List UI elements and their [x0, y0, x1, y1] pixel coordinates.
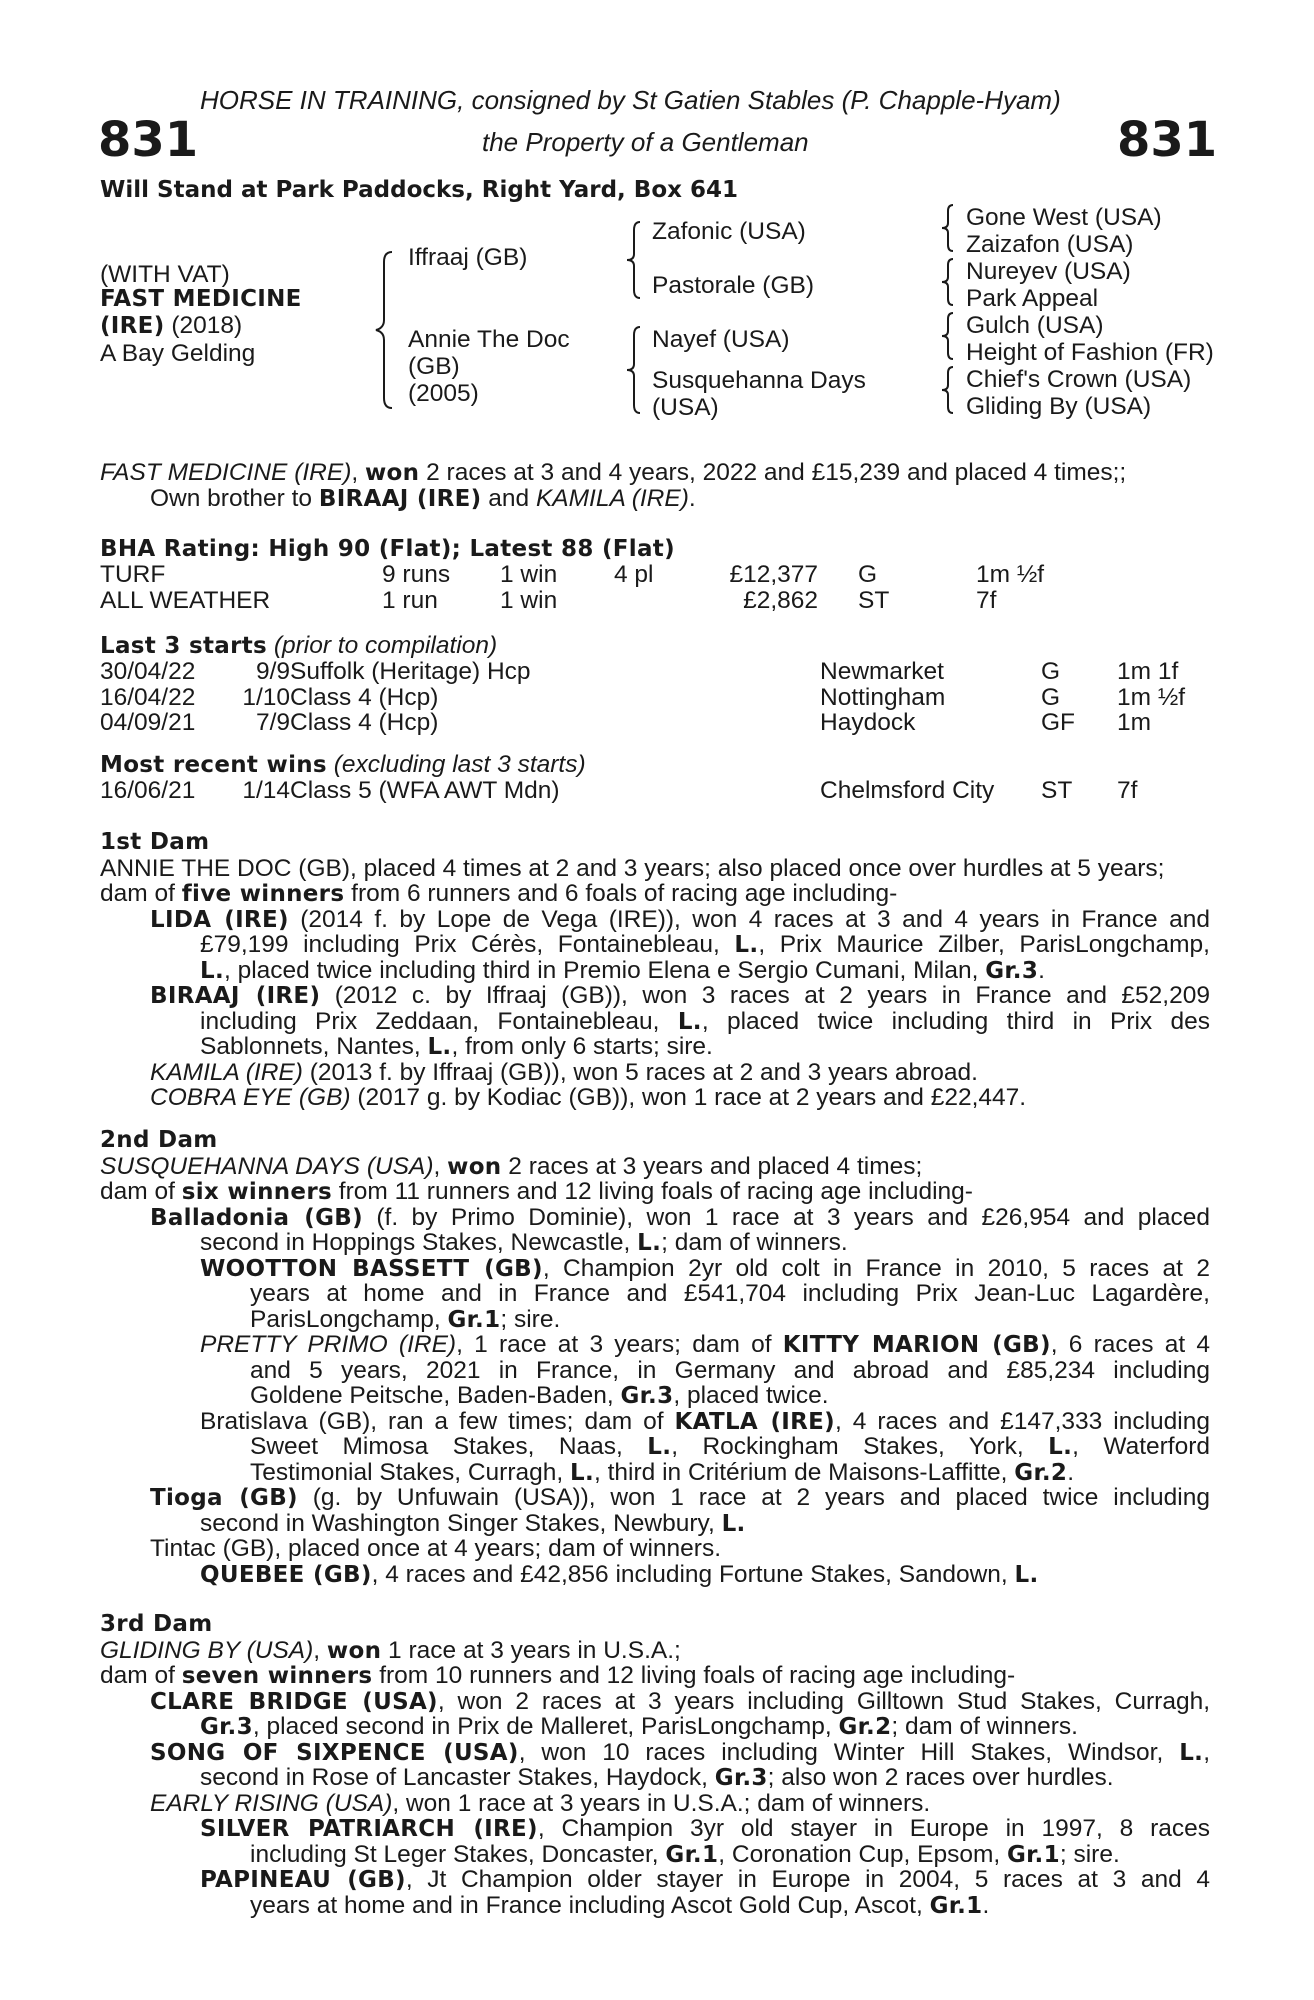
- pedigree-dam-line2: (GB): [408, 353, 460, 380]
- second-dam-line: SUSQUEHANNA DAYS (USA), won 2 races at 3 years and placed 4 times;: [100, 1152, 923, 1180]
- progeny-cobra-eye: COBRA EYE (GB) (2017 g. by Kodiac (GB)), won 1 race at 2 years and £22,447.: [150, 1084, 1027, 1111]
- progeny-tintac: Tintac (GB), placed once at 4 years; dam of winners.: [150, 1535, 722, 1562]
- last3-row: 30/04/22 9/9 Suffolk (Heritage) Hcp Newmarket G 1m 1f: [100, 658, 1179, 685]
- recent-wins-title: Most recent wins (excluding last 3 starts): [100, 751, 586, 778]
- bha-rating-title: BHA Rating: High 90 (Flat); Latest 88 (Flat): [100, 536, 675, 562]
- pedigree-dam-line1: Annie The Doc: [408, 326, 570, 353]
- summary-horse-name: FAST MEDICINE (IRE): [100, 459, 352, 486]
- pedigree-sss: Gone West (USA): [966, 204, 1162, 231]
- horse-year: (2018): [164, 312, 243, 339]
- pedigree-dds: Chief's Crown (USA): [966, 366, 1192, 393]
- pedigree-ssd: Zaizafon (USA): [966, 231, 1134, 258]
- progeny-silver-patriarch: SILVER PATRIARCH (IRE), Champion 3yr old stayer in Europe in 1997, 8 races: [200, 1816, 1210, 1842]
- pedigree-bracket-main: [370, 250, 400, 410]
- pedigree-dss: Gulch (USA): [966, 312, 1104, 339]
- pedigree-sire-dam: Pastorale (GB): [652, 272, 815, 299]
- progeny-wootton-bassett: WOOTTON BASSETT (GB), Champion 2yr old colt in France in 2010, 5 races at 2: [200, 1255, 1210, 1281]
- second-dam-section: 2nd Dam SUSQUEHANNA DAYS (USA), won 2 races at 3 years and placed 4 times; dam of six winners from 11 runners and 12 living foals of racing age including- Balladonia (GB) (f. by Primo Dominie), won 1 race at 3 years and £26,954 and placed second in Hoppings Stakes, Newcastle, L.; dam of winners. WOOTTON BASSETT (GB), Champion 2yr old colt in France in 2010, 5 races at 2 years at home and in France and £541,704 including Prix Jean-Luc Lagardère, ParisLongchamp, Gr.1; sire. PRETTY PRIMO (IRE), 1 race at 3 years; dam of KITTY MARION (GB), 6 races at 4 and 5 years, 2021 in France, in Germany and abroad and £85,234 including Goldene Peitsche, Baden-Baden, Gr.3, placed twice. Bratislava (GB), ran a few times; dam of KATLA (IRE), 4 races and £147,333 including Sweet Mimosa Stakes, Naas, L., Rockingham Stakes, York, L., Waterford Testimonial Stakes, Curragh, L., third in Critérium de Maisons-Laffitte, Gr.2. Tioga (GB) (g. by Unfuwain (USA)), won 1 race at 2 years and placed twice including second in Washington Singer Stakes, Newbury, L. Tintac (GB), placed once at 4 years; dam of winners. QUEBEE (GB), 4 races and £42,856 including Fortune Stakes, Sandown, L.: [100, 1127, 1210, 1588]
- progeny-clare-bridge: CLARE BRIDGE (USA), won 2 races at 3 years including Gilltown Stud Stakes, Curragh,: [150, 1688, 1210, 1714]
- pedigree-dam-line3: (2005): [408, 380, 479, 407]
- pedigree-dsd: Height of Fashion (FR): [966, 339, 1214, 366]
- summary-text: 2 races at 3 and 4 years, 2022 and £15,239 and placed 4 times;;: [419, 459, 1127, 486]
- lot-number-left: 831: [98, 112, 199, 168]
- vat-note: (WITH VAT): [100, 261, 230, 288]
- horse-origin-year: [100, 313, 242, 340]
- first-dam-title: 1st Dam: [100, 829, 210, 855]
- third-dam-line: GLIDING BY (USA), won 1 race at 3 years in U.S.A.;: [100, 1636, 681, 1664]
- third-dam-produce-line: dam of seven winners from 10 runners and 12 living foals of racing age including-: [100, 1662, 1016, 1689]
- third-dam-section: 3rd Dam GLIDING BY (USA), won 1 race at 3 years in U.S.A.; dam of seven winners from 10 runners and 12 living foals of racing age including- CLARE BRIDGE (USA), won 2 races at 3 years including Gilltown Stud Stakes, Curragh, Gr.3, placed second in Prix de Malleret, ParisLongchamp, Gr.2; dam of winners. SONG OF SIXPENCE (USA), won 10 races including Winter Hill Stakes, Windsor, L., second in Rose of Lancaster Stakes, Haydock, Gr.3; also won 2 races over hurdles. EARLY RISING (USA), won 1 race at 3 years in U.S.A.; dam of winners. SILVER PATRIARCH (IRE), Champion 3yr old stayer in Europe in 1997, 8 races including St Leger Stakes, Doncaster, Gr.1, Coronation Cup, Epsom, Gr.1; sire. PAPINEAU (GB), Jt Champion older stayer in Europe in 2004, 5 races at 3 and 4 years at home and in France including Ascot Gold Cup, Ascot, Gr.1.: [100, 1611, 1210, 1919]
- pedigree-bracket-ds: [938, 311, 958, 361]
- progeny-tioga: Tioga (GB) (g. by Unfuwain (USA)), won 1 race at 2 years and placed twice including: [150, 1485, 1210, 1511]
- pedigree-dam-sire: Nayef (USA): [652, 326, 790, 353]
- rating-row-turf: TURF 9 runs 1 win 4 pl £12,377 G 1m ½f: [100, 561, 1045, 588]
- second-dam-title: 2nd Dam: [100, 1127, 218, 1153]
- pedigree-sire-sire: Zafonic (USA): [652, 218, 806, 245]
- recent-win-row: 16/06/21 1/14 Class 5 (WFA AWT Mdn) Chelmsford City ST 7f: [100, 777, 1138, 804]
- pedigree-ddd: Gliding By (USA): [966, 393, 1152, 420]
- pedigree-sire: Iffraaj (GB): [408, 244, 528, 271]
- last3-row: 16/04/22 1/10 Class 4 (Hcp) Nottingham G 1m ½f: [100, 683, 1186, 711]
- progeny-bratislava: Bratislava (GB), ran a few times; dam of KATLA (IRE), 4 races and £147,333 including: [200, 1408, 1210, 1434]
- second-dam-produce-line: dam of six winners from 11 runners and 12 living foals of racing age including-: [100, 1178, 973, 1205]
- last3-table: [100, 659, 1200, 736]
- pedigree-sdd: Park Appeal: [966, 285, 1099, 312]
- progeny-lida: LIDA (IRE) (2014 f. by Lope de Vega (IRE)), won 4 races at 3 and 4 years in France and: [150, 906, 1210, 932]
- progeny-quebee: QUEBEE (GB), 4 races and £42,856 including Fortune Stakes, Sandown, L.: [200, 1560, 1039, 1588]
- consignor-line: HORSE IN TRAINING, consigned by St Gatien Stables (P. Chapple-Hyam): [200, 85, 1061, 115]
- rating-table: [100, 562, 1100, 613]
- lot-number-right: 831: [1117, 112, 1218, 168]
- stand-location: Will Stand at Park Paddocks, Right Yard, Box 641: [100, 177, 738, 203]
- progeny-papineau: PAPINEAU (GB), Jt Champion older stayer in Europe in 2004, 5 races at 3 and 4: [200, 1867, 1210, 1893]
- horse-origin: (IRE): [100, 313, 165, 339]
- recent-wins-table: [100, 778, 1200, 804]
- pedigree-bracket-ss: [938, 203, 958, 253]
- pedigree-dam-dam-line1: Susquehanna Days: [652, 367, 866, 394]
- first-dam-produce-line: dam of five winners from 6 runners and 6 foals of racing age including-: [100, 880, 898, 907]
- progeny-kamila: KAMILA (IRE) (2013 f. by Iffraaj (GB)), won 5 races at 2 and 3 years abroad.: [150, 1058, 978, 1086]
- race-summary: FAST MEDICINE (IRE), won 2 races at 3 and 4 years, 2022 and £15,239 and placed 4 times;;: [100, 459, 1127, 486]
- last3-title: Last 3 starts (prior to compilation): [100, 632, 498, 659]
- progeny-balladonia: Balladonia (GB) (f. by Primo Dominie), won 1 race at 3 years and £26,954 and placed: [150, 1204, 1210, 1230]
- pedigree-bracket-sire: [622, 220, 646, 300]
- first-dam-line: ANNIE THE DOC (GB), placed 4 times at 2 and 3 years; also placed once over hurdles at 5 years;: [100, 854, 1165, 882]
- pedigree-bracket-dam: [622, 325, 646, 415]
- own-brother-line: Own brother to BIRAAJ (IRE) and KAMILA (IRE).: [150, 485, 696, 512]
- horse-name: FAST MEDICINE: [100, 286, 302, 312]
- summary-won: won: [364, 460, 420, 486]
- rating-row-all-weather: ALL WEATHER 1 run 1 win £2,862 ST 7f: [100, 586, 997, 614]
- pedigree-bracket-dd: [938, 365, 958, 415]
- progeny-biraaj: BIRAAJ (IRE) (2012 c. by Iffraaj (GB)), won 3 races at 2 years in France and £52,209: [150, 983, 1210, 1009]
- last3-row: 04/09/21 7/9 Class 4 (Hcp) Haydock GF 1m: [100, 709, 1152, 736]
- progeny-song-of-sixpence: SONG OF SIXPENCE (USA), won 10 races including Winter Hill Stakes, Windsor, L.,: [150, 1739, 1210, 1765]
- third-dam-title: 3rd Dam: [100, 1611, 213, 1637]
- pedigree-sds: Nureyev (USA): [966, 258, 1131, 285]
- horse-description: A Bay Gelding: [100, 340, 256, 367]
- own-brother-kamila: KAMILA (IRE): [535, 485, 689, 512]
- pedigree-dam-dam-line2: (USA): [652, 394, 719, 421]
- own-brother-biraaj: BIRAAJ (IRE): [318, 486, 482, 512]
- first-dam-section: 1st Dam ANNIE THE DOC (GB), placed 4 times at 2 and 3 years; also placed once over hurdles at 5 years; dam of five winners from 6 runners and 6 foals of racing age including- LIDA (IRE) (2014 f. by Lope de Vega (IRE)), won 4 races at 3 and 4 years in France and £79,199 including Prix Cérès, Fontainebleau, L., Prix Maurice Zilber, ParisLongchamp, L., placed twice including third in Premio Elena e Sergio Cumani, Milan, Gr.3. BIRAAJ (IRE) (2012 c. by Iffraaj (GB)), won 3 races at 2 years in France and £52,209 including Prix Zeddaan, Fontainebleau, L., placed twice including third in Prix des Sablonnets, Nantes, L., from only 6 starts; sire. KAMILA (IRE) (2013 f. by Iffraaj (GB)), won 5 races at 2 and 3 years abroad. COBRA EYE (GB) (2017 g. by Kodiac (GB)), won 1 race at 2 years and £22,447.: [100, 829, 1210, 1111]
- progeny-early-rising: EARLY RISING (USA), won 1 race at 3 years in U.S.A.; dam of winners.: [150, 1789, 931, 1817]
- progeny-pretty-primo: PRETTY PRIMO (IRE), 1 race at 3 years; dam of KITTY MARION (GB), 6 races at 4: [200, 1332, 1210, 1358]
- property-line: the Property of a Gentleman: [482, 127, 809, 157]
- pedigree-bracket-sd: [938, 257, 958, 307]
